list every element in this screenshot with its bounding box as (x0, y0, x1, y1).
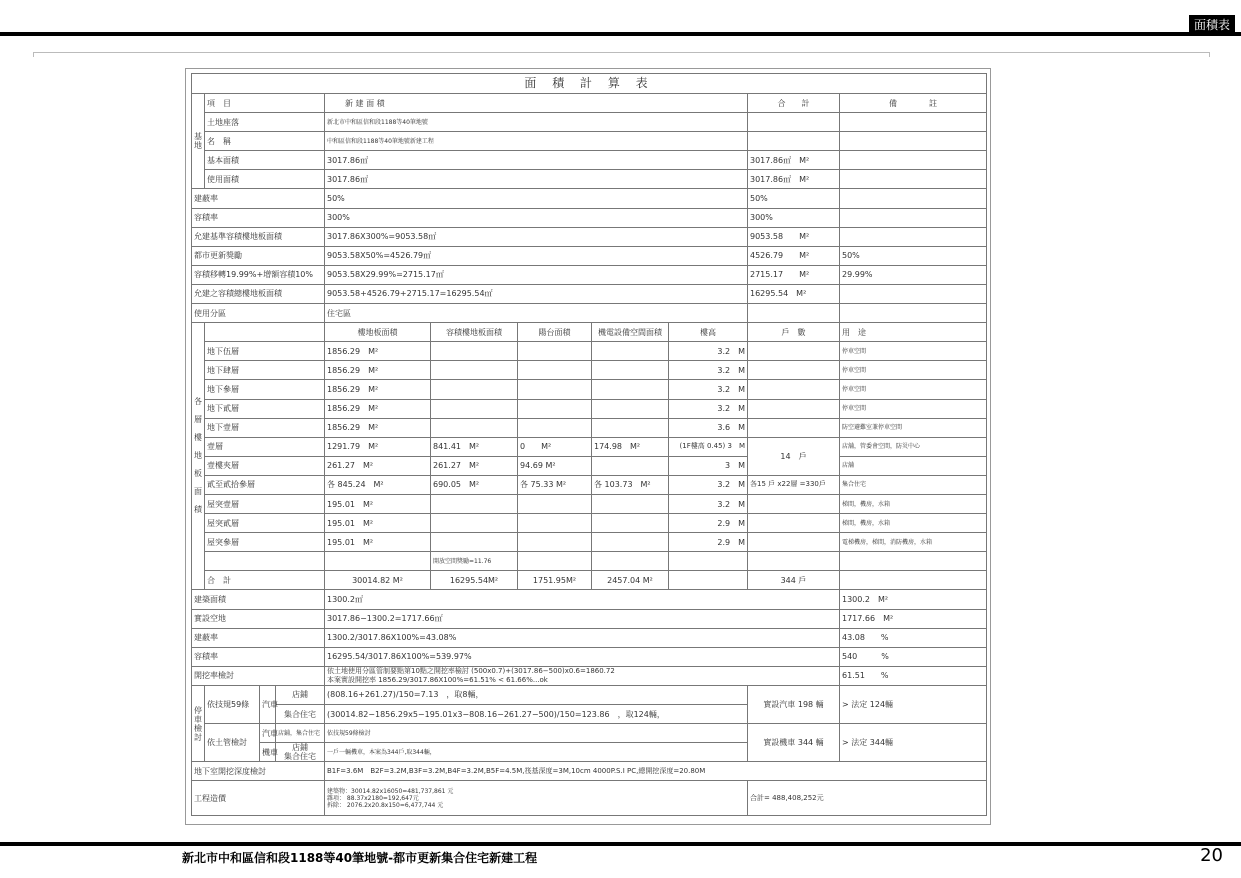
row-note (840, 113, 987, 132)
row-value: 3017.86㎡ (325, 170, 748, 189)
floor-total-balcony: 1751.95M² (518, 571, 592, 590)
floor-height: 3.2 M (669, 380, 748, 399)
floor-total-label: 合 計 (205, 571, 325, 590)
row-value: 9053.58X29.99%=2715.17㎡ (325, 265, 748, 284)
floor-balcony (518, 533, 592, 552)
floor-name: 地下貳層 (205, 399, 325, 418)
floor-name: 屋突壹層 (205, 494, 325, 513)
parking-row (192, 724, 987, 743)
floor-row (192, 361, 987, 380)
row-label: 容積率 (192, 647, 325, 666)
floor-height: 3.6 M (669, 418, 748, 437)
row-note (840, 304, 987, 323)
row-value: 9053.58+4526.79+2715.17=16295.54㎡ (325, 284, 748, 303)
floor-name: 地下肆層 (205, 361, 325, 380)
floor-row (192, 456, 987, 475)
row-total: 1300.2 M² (840, 590, 987, 609)
row-total: 43.08 % (840, 628, 987, 647)
floor-total-use (840, 571, 987, 590)
floor-area: 261.27 M² (325, 456, 431, 475)
floor-units (748, 342, 840, 361)
floor-units (748, 552, 840, 571)
floor-height (669, 552, 748, 571)
row-value: 16295.54/3017.86X100%=539.97% (325, 647, 840, 666)
frame-tick-right (1209, 52, 1210, 57)
page-number: 20 (1200, 845, 1223, 866)
excavation-label: 地下室開挖深度檢討 (192, 762, 325, 781)
floor-area: 195.01 M² (325, 494, 431, 513)
row-note (840, 170, 987, 189)
floor-use: 防空避難室兼停車空間 (840, 418, 987, 437)
floor-header-far: 容積樓地板面積 (431, 323, 518, 342)
floor-header-area: 樓地板面積 (325, 323, 431, 342)
row-total: 300% (748, 208, 840, 227)
row-label: 土地座落 (205, 113, 325, 132)
floor-total-mech: 2457.04 M² (592, 571, 669, 590)
floor-area: 1856.29 M² (325, 361, 431, 380)
floor-mech (592, 494, 669, 513)
floor-row (192, 342, 987, 361)
parking-car-local: 汽車 (260, 724, 276, 743)
floor-units (748, 380, 840, 399)
floor-use: 店舖，管委會空間，防災中心 (840, 437, 987, 456)
floor-mech (592, 456, 669, 475)
row-total: 9053.58 M² (748, 227, 840, 246)
floor-height: 3.2 M (669, 399, 748, 418)
floor-use: 集合住宅 (840, 475, 987, 494)
floor-far (431, 494, 518, 513)
frame-tick-left (33, 52, 34, 57)
floor-name: 貳至貳拾參層 (205, 475, 325, 494)
table-row (192, 609, 987, 628)
floor-balcony (518, 342, 592, 361)
row-value: 3017.86㎡ (325, 151, 748, 170)
excavation-actual-line: 本案實設開挖率 1856.29/3017.86X100%=61.51% < 61.66%...ok (327, 675, 548, 684)
floor-units (748, 418, 840, 437)
floor-mech (592, 533, 669, 552)
floor-far (431, 342, 518, 361)
parking-car-total: 實設汽車 198 輛 (748, 685, 840, 723)
floor-area: 1856.29 M² (325, 380, 431, 399)
floor-name: 地下參層 (205, 380, 325, 399)
floor-balcony (518, 380, 592, 399)
floor-total-row (192, 571, 987, 590)
floor-name: 壹樓夾層 (205, 456, 325, 475)
row-total (748, 113, 840, 132)
floor-name: 地下壹層 (205, 418, 325, 437)
floor-height: 3 M (669, 456, 748, 475)
floor-row (192, 533, 987, 552)
row-label: 開挖率檢討 (192, 666, 325, 685)
parking-housing: 集合住宅 (276, 705, 325, 724)
floor-name (205, 552, 325, 571)
floor-total-height (669, 571, 748, 590)
floor-far: 開放空間獎勵=11.76 (431, 552, 518, 571)
row-label: 建蔽率 (192, 628, 325, 647)
row-note (840, 132, 987, 151)
floor-balcony: 各 75.33 M² (518, 475, 592, 494)
row-value: 50% (325, 189, 748, 208)
cost-line-misc: 雜項： 88.37x2180=192,647元 (327, 794, 419, 802)
row-label: 允建之容積總樓地板面積 (192, 284, 325, 303)
table-row (192, 666, 987, 685)
floor-height: 3.2 M (669, 342, 748, 361)
floor-units (748, 494, 840, 513)
area-calculation-table (191, 73, 987, 816)
floor-use: 停車空間 (840, 380, 987, 399)
floor-units (748, 361, 840, 380)
row-total: 1717.66 M² (840, 609, 987, 628)
floor-use: 梯間，機房，水箱 (840, 514, 987, 533)
floor-balcony (518, 361, 592, 380)
row-label: 建蔽率 (192, 189, 325, 208)
floor-area (325, 552, 431, 571)
row-value: 住宅區 (325, 304, 748, 323)
floor-height: 2.9 M (669, 514, 748, 533)
top-rule (0, 32, 1241, 36)
floor-use: 梯間，機房，水箱 (840, 494, 987, 513)
parking-calc-moto: 一戶一輛機車，本案為344戶,取344輛， (325, 743, 748, 762)
cost-line-building: 建築物：30014.82x16050=481,737,861 元 (327, 787, 454, 795)
parking-moto-total: 實設機車 344 輛 (748, 724, 840, 762)
floor-far (431, 399, 518, 418)
parking-moto-shop: 店鋪 (292, 743, 308, 753)
floor-use: 停車空間 (840, 342, 987, 361)
row-note (840, 189, 987, 208)
row-label: 名 稱 (205, 132, 325, 151)
row-note: 50% (840, 246, 987, 265)
parking-moto-housing: 集合住宅 (284, 752, 316, 762)
floor-mech (592, 380, 669, 399)
header-total: 合 計 (748, 94, 840, 113)
floor-name: 地下伍層 (205, 342, 325, 361)
floor-units (748, 514, 840, 533)
floor-height: 3.2 M (669, 475, 748, 494)
table-row (192, 246, 987, 265)
floor-area: 1856.29 M² (325, 399, 431, 418)
floor-far (431, 533, 518, 552)
row-label: 基本面積 (205, 151, 325, 170)
floor-mech (592, 342, 669, 361)
floor-balcony (518, 418, 592, 437)
floor-row (192, 380, 987, 399)
row-label: 使用分區 (192, 304, 325, 323)
floor-far: 841.41 M² (431, 437, 518, 456)
floor-mech (592, 552, 669, 571)
floor-row (192, 552, 987, 571)
floor-far (431, 380, 518, 399)
floor-row (192, 494, 987, 513)
row-value: 中和區信和段1188等40筆地號新建工程 (325, 132, 748, 151)
floor-header-blank (205, 323, 325, 342)
floor-mech (592, 399, 669, 418)
cost-label: 工程造價 (192, 781, 325, 816)
floor-height: 2.9 M (669, 533, 748, 552)
parking-shop-housing: 店鋪，集合住宅 (276, 724, 325, 743)
floor-mech (592, 418, 669, 437)
table-row (192, 590, 987, 609)
table-row (192, 265, 987, 284)
table-row (192, 132, 987, 151)
floor-balcony (518, 514, 592, 533)
parking-rule-local: 依土管檢討 (205, 724, 260, 762)
floor-name: 屋突貳層 (205, 514, 325, 533)
row-value: 1300.2/3017.86X100%=43.08% (325, 628, 840, 647)
floor-height: 3.2 M (669, 494, 748, 513)
parking-moto-note: > 法定 344輛 (840, 724, 987, 762)
parking-shop: 店鋪 (276, 685, 325, 704)
floor-far: 690.05 M² (431, 475, 518, 494)
floor-use: 店舖 (840, 456, 987, 475)
row-note (840, 227, 987, 246)
section-tag: 面積表 (1189, 15, 1235, 35)
table-row (192, 284, 987, 303)
table-row (192, 647, 987, 666)
row-label: 實設空地 (192, 609, 325, 628)
cost-breakdown (325, 781, 748, 816)
row-note (840, 151, 987, 170)
floor-mech: 174.98 M² (592, 437, 669, 456)
cost-row (192, 781, 987, 816)
floor-area: 195.01 M² (325, 533, 431, 552)
table-row (192, 189, 987, 208)
row-total (748, 132, 840, 151)
cost-total: 合計= 488,408,252元 (748, 781, 987, 816)
row-label: 使用面積 (205, 170, 325, 189)
floor-units (748, 399, 840, 418)
header-item: 項 目 (205, 94, 325, 113)
floor-header-balcony: 陽台面積 (518, 323, 592, 342)
row-total (748, 304, 840, 323)
parking-row (192, 685, 987, 704)
floor-header-use: 用 途 (840, 323, 987, 342)
parking-group-label: 停車檢討 (192, 685, 205, 761)
parking-calc-housing: (30014.82−1856.29x5−195.01x3−808.16−261.27−500)/150=123.86 ，取124輛， (325, 705, 748, 724)
base-group-label: 基 地 (192, 94, 205, 189)
floor-units (748, 533, 840, 552)
floor-balcony (518, 399, 592, 418)
footer-title: 新北市中和區信和段1188等40筆地號-都市更新集合住宅新建工程 (182, 851, 538, 865)
floor-balcony (518, 552, 592, 571)
floor-use (840, 552, 987, 571)
floor-height: 3.2 M (669, 361, 748, 380)
parking-car: 汽車 (260, 685, 276, 723)
row-total: 50% (748, 189, 840, 208)
floor-use: 停車空間 (840, 361, 987, 380)
row-total: 61.51 % (840, 666, 987, 685)
floor-area: 1856.29 M² (325, 342, 431, 361)
table-row (192, 628, 987, 647)
table-row (192, 208, 987, 227)
floor-group-label: 各層樓地板面積 (192, 323, 205, 590)
parking-calc-shop: (808.16+261.27)/150=7.13 ，取8輛， (325, 685, 748, 704)
floor-header-mech: 機電設備空間面積 (592, 323, 669, 342)
floor-row (192, 418, 987, 437)
parking-moto-types (276, 743, 325, 762)
floor-far (431, 418, 518, 437)
table-row (192, 170, 987, 189)
floor-units: 各15 戶 x22層 =330戶 (748, 475, 840, 494)
table-title-row (192, 74, 987, 94)
row-total: 3017.86㎡ M² (748, 151, 840, 170)
floor-area: 各 845.24 M² (325, 475, 431, 494)
row-value: 1300.2㎡ (325, 590, 840, 609)
row-value (325, 666, 840, 685)
floor-units: 14 戶 (748, 437, 840, 475)
row-total: 16295.54 M² (748, 284, 840, 303)
floor-row (192, 437, 987, 456)
floor-area: 1856.29 M² (325, 418, 431, 437)
table-title: 面 積 計 算 表 (192, 74, 987, 94)
table-row (192, 113, 987, 132)
floor-mech (592, 514, 669, 533)
row-note (840, 284, 987, 303)
excavation-rule-line: 依土地使用分區管制要點第10點之開挖率檢討 (500x0.7)+(3017.86−500)x0.6=1860.72 (327, 666, 615, 675)
floor-far (431, 361, 518, 380)
floor-balcony: 0 M² (518, 437, 592, 456)
row-total: 4526.79 M² (748, 246, 840, 265)
floor-balcony (518, 494, 592, 513)
table-row (192, 227, 987, 246)
floor-header-height: 樓高 (669, 323, 748, 342)
floor-header-units: 戶 數 (748, 323, 840, 342)
excavation-value: B1F=3.6M B2F=3.2M,B3F=3.2M,B4F=3.2M,B5F=4.5M,筏基深度=3M,10cm 4000P.S.I PC,總開挖深度=20.80M (325, 762, 987, 781)
header-note: 備 註 (840, 94, 987, 113)
row-value: 新北市中和區信和段1188等40筆地號 (325, 113, 748, 132)
parking-car-note: > 法定 124輛 (840, 685, 987, 723)
parking-rule59: 依技規59條 (205, 685, 260, 723)
floor-mech (592, 361, 669, 380)
row-label: 容積移轉19.99%+增額容積10% (192, 265, 325, 284)
header-row (192, 94, 987, 113)
row-label: 允建基準容積樓地板面積 (192, 227, 325, 246)
frame-line (33, 52, 1210, 53)
row-value: 3017.86X300%=9053.58㎡ (325, 227, 748, 246)
floor-header-row (192, 323, 987, 342)
row-label: 都市更新獎勵 (192, 246, 325, 265)
table-row (192, 304, 987, 323)
floor-total-units: 344 戶 (748, 571, 840, 590)
floor-name: 屋突參層 (205, 533, 325, 552)
excavation-row (192, 762, 987, 781)
floor-use: 停車空間 (840, 399, 987, 418)
row-label: 建築面積 (192, 590, 325, 609)
row-label: 容積率 (192, 208, 325, 227)
table-row (192, 151, 987, 170)
floor-far: 261.27 M² (431, 456, 518, 475)
row-note (840, 208, 987, 227)
floor-area: 195.01 M² (325, 514, 431, 533)
row-value: 9053.58X50%=4526.79㎡ (325, 246, 748, 265)
floor-name: 壹層 (205, 437, 325, 456)
floor-total-area: 30014.82 M² (325, 571, 431, 590)
floor-row (192, 514, 987, 533)
floor-row (192, 399, 987, 418)
floor-far (431, 514, 518, 533)
row-total: 2715.17 M² (748, 265, 840, 284)
bottom-rule (0, 842, 1241, 846)
row-value: 300% (325, 208, 748, 227)
floor-mech: 各 103.73 M² (592, 475, 669, 494)
floor-height: (1F樓高 0.45) 3 M (669, 437, 748, 456)
floor-use: 電梯機房，梯間，消防機房，水箱 (840, 533, 987, 552)
cost-line-demolition: 拆除： 2076.2x20.8x150=6,477,744 元 (327, 801, 444, 809)
floor-balcony: 94.69 M² (518, 456, 592, 475)
row-total: 540 % (840, 647, 987, 666)
floor-area: 1291.79 M² (325, 437, 431, 456)
row-total: 3017.86㎡ M² (748, 170, 840, 189)
floor-row (192, 475, 987, 494)
parking-calc-local: 依技規59條檢討 (325, 724, 748, 743)
floor-total-far: 16295.54M² (431, 571, 518, 590)
header-new-area: 新 建 面 積 (325, 94, 748, 113)
row-value: 3017.86−1300.2=1717.66㎡ (325, 609, 840, 628)
parking-moto: 機車 (260, 743, 276, 762)
row-note: 29.99% (840, 265, 987, 284)
